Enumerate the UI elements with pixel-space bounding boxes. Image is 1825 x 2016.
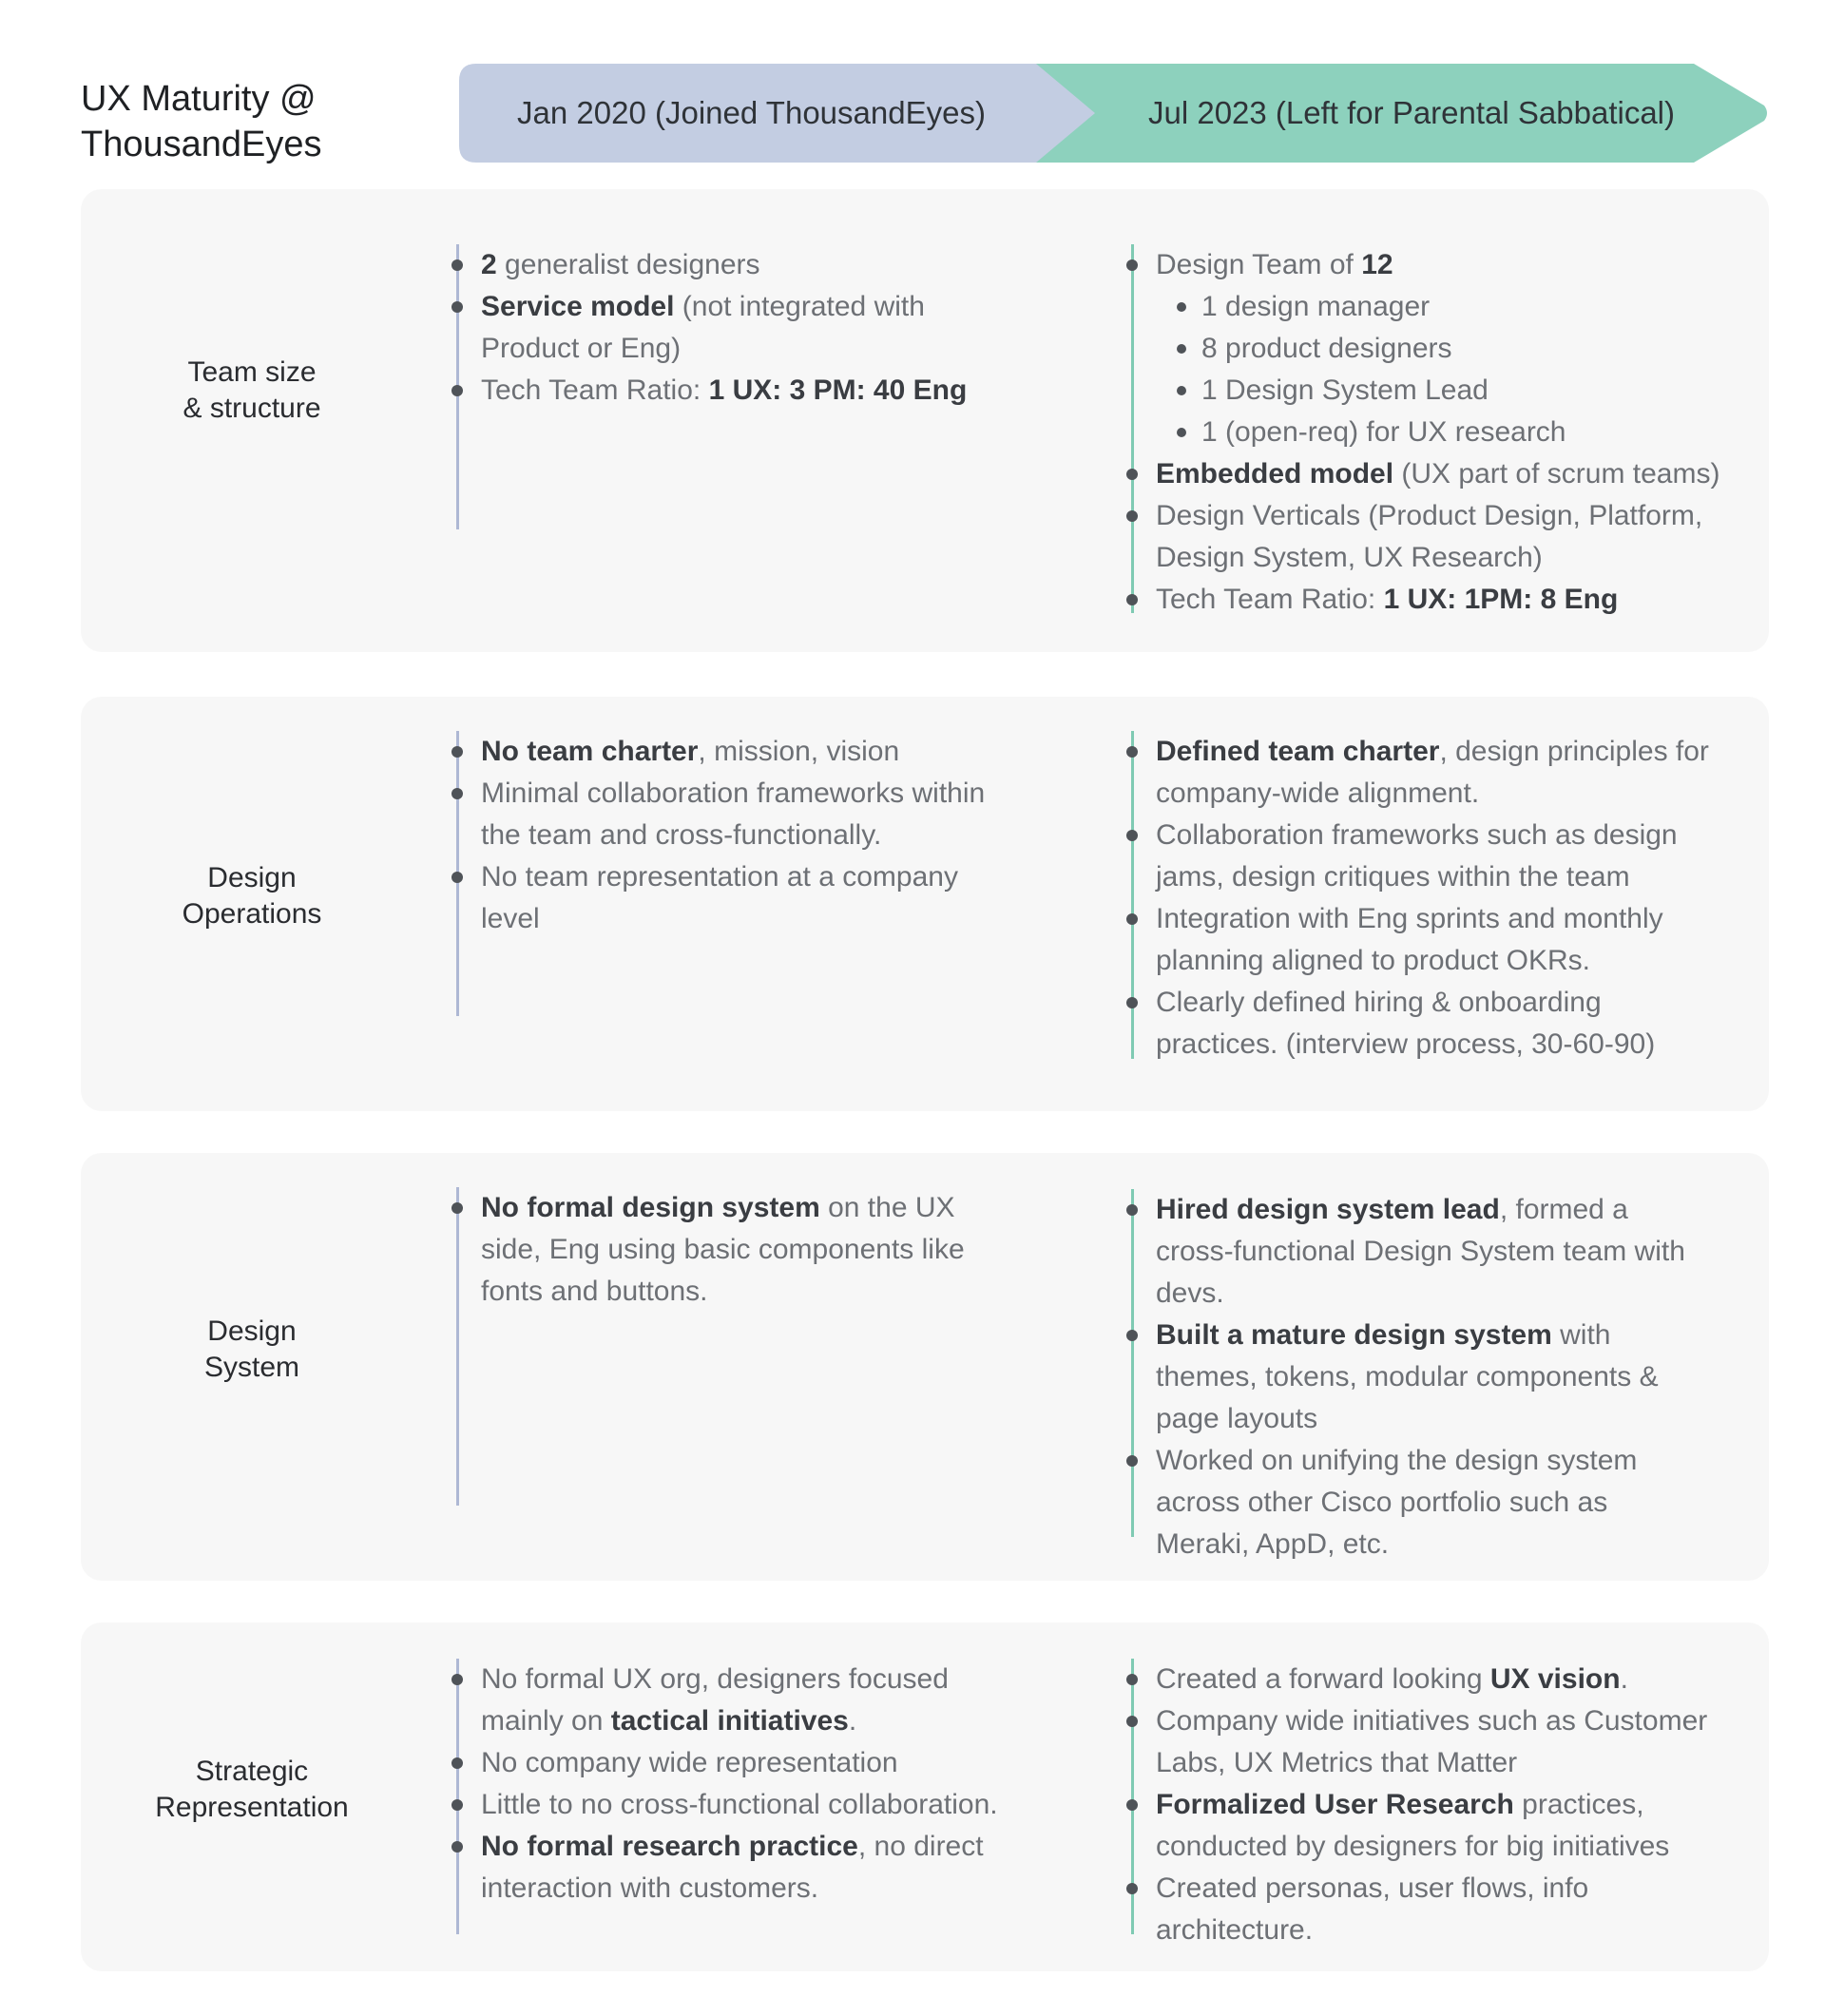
row-card-design-operations [81,697,1769,1111]
list-item: Little to no cross-functional collaboration. [456,1784,1017,1826]
list-item: Tech Team Ratio: 1 UX: 1PM: 8 Eng [1131,579,1758,621]
page-title: UX Maturity @ ThousandEyes [81,79,322,164]
sub-list-item: 1 design manager [1131,286,1758,328]
after-list [1131,1659,1711,1951]
list-item: Embedded model (UX part of scrum teams) [1131,453,1758,495]
row-label: Strategic Representation [155,1756,349,1823]
before-list [456,244,1017,412]
after-column [1131,731,1720,1066]
list-item: Worked on unifying the design system across other Cisco portfolio such as Meraki, AppD, etc. [1131,1440,1701,1565]
timeline-start-label: Jan 2020 (Joined ThousandEyes) [517,95,986,130]
before-column [456,1187,1017,1313]
list-item: No company wide representation [456,1742,1017,1784]
before-list [456,731,1017,940]
list-item: Hired design system lead, formed a cross-functional Design System team with devs. [1131,1189,1701,1315]
row-card-team-size [81,189,1769,652]
row-label: Design Operations [182,862,322,930]
sub-list-item: 8 product designers [1131,328,1758,370]
list-item: Design Team of 12 [1131,244,1758,286]
after-list [1131,244,1758,621]
before-list [456,1659,1017,1910]
before-column [456,1659,1017,1910]
row-card-strategic-representation [81,1622,1769,1971]
sub-list-item: 1 Design System Lead [1131,370,1758,412]
list-item: 2 generalist designers [456,244,1017,286]
list-item: Minimal collaboration frameworks within the team and cross-functionally. [456,773,1017,856]
list-item: Collaboration frameworks such as design jams, design critiques within the team [1131,815,1720,898]
list-item: Company wide initiatives such as Customer Labs, UX Metrics that Matter [1131,1700,1711,1784]
sub-list-item: 1 (open-req) for UX research [1131,412,1758,453]
after-column [1131,244,1758,621]
list-item: Clearly defined hiring & onboarding practices. (interview process, 30-60-90) [1131,982,1720,1066]
list-item: Built a mature design system with themes, tokens, modular components & page layouts [1131,1315,1701,1440]
list-item: No formal research practice, no direct interaction with customers. [456,1826,1017,1910]
after-list [1131,1189,1701,1565]
timeline-header [0,64,1825,163]
after-column [1131,1659,1711,1951]
list-item: No formal UX org, designers focused mainly on tactical initiatives. [456,1659,1017,1742]
before-column [456,244,1017,412]
list-item: No formal design system on the UX side, Eng using basic components like fonts and buttons. [456,1187,1017,1313]
list-item: No team representation at a company level [456,856,1017,940]
before-list [456,1187,1017,1313]
list-item: No team charter, mission, vision [456,731,1017,773]
list-item: Tech Team Ratio: 1 UX: 3 PM: 40 Eng [456,370,1017,412]
list-item: Created personas, user flows, info architecture. [1131,1868,1711,1951]
after-column [1131,1189,1701,1565]
list-item: Defined team charter, design principles for company-wide alignment. [1131,731,1720,815]
row-label: Design System [203,1315,300,1383]
row-card-design-system [81,1153,1769,1581]
after-list [1131,731,1720,1066]
list-item: Design Verticals (Product Design, Platform, Design System, UX Research) [1131,495,1758,579]
list-item: Formalized User Research practices, conducted by designers for big initiatives [1131,1784,1711,1868]
list-item: Service model (not integrated with Product or Eng) [456,286,1017,370]
before-column [456,731,1017,940]
row-label: Team size & structure [182,356,321,424]
list-item: Created a forward looking UX vision. [1131,1659,1711,1700]
list-item: Integration with Eng sprints and monthly planning aligned to product OKRs. [1131,898,1720,982]
timeline-end-label: Jul 2023 (Left for Parental Sabbatical) [1148,95,1675,130]
